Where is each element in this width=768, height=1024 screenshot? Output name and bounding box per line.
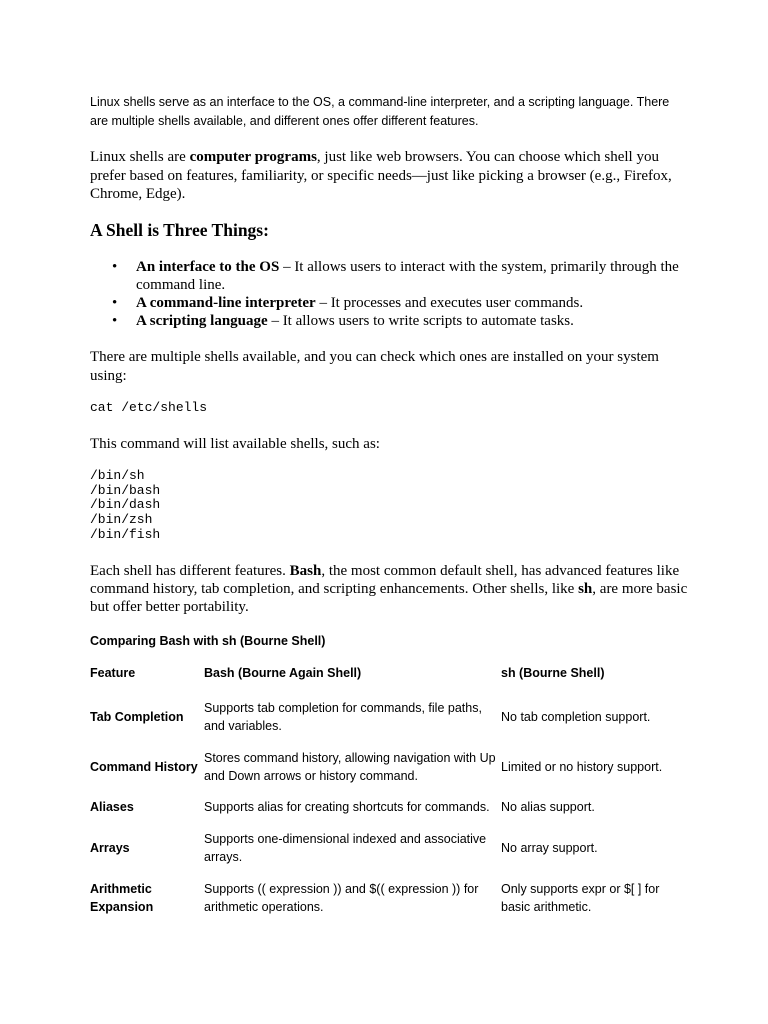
text-run: – It allows users to interact with the system, primarily through the command line. (136, 259, 679, 293)
table-cell-feature: Arrays (90, 840, 130, 855)
bold-term: A scripting language (136, 313, 268, 329)
text-run: , the most common default shell, has advanced features like command history, tab completion, and scripting enhancements. Other shells, like (90, 563, 680, 597)
list-item (90, 294, 690, 312)
table-title: Comparing Bash with sh (Bourne Shell) (90, 634, 326, 648)
column-header: sh (Bourne Shell) (501, 665, 605, 680)
paragraph-features (90, 562, 690, 616)
text-run: Linux shells are (90, 149, 190, 165)
code-line: /bin/sh (90, 468, 145, 483)
bold-term: computer programs (189, 149, 317, 165)
table-row (90, 692, 690, 742)
text-run: , just like web browsers. You can choose which shell you prefer based on features, familiarity, or specific needs—just like picking a browser (e.g., Firefox, Chrome, Edge). (90, 149, 672, 202)
table-cell: No alias support. (501, 800, 595, 815)
table-cell: Only supports expr or $[ ] for basic arithmetic. (501, 881, 660, 914)
table-cell-feature: Arithmetic Expansion (90, 881, 154, 914)
table-cell: Supports (( expression )) and $(( expression )) for arithmetic operations. (204, 881, 479, 914)
shell-things-list (90, 258, 690, 330)
section-heading: A Shell is Three Things: (90, 220, 269, 240)
table-cell: Supports one-dimensional indexed and associative arrays. (204, 831, 487, 864)
list-item (90, 312, 690, 330)
table-cell: Supports tab completion for commands, file paths, and variables. (204, 700, 482, 733)
code-line: /bin/zsh (90, 512, 153, 528)
table-row (90, 742, 690, 792)
text-run: – It processes and executes user commands. (315, 295, 584, 311)
column-header: Feature (90, 665, 136, 680)
bullet-icon: • (112, 295, 118, 311)
table-cell-feature: Aliases (90, 800, 134, 815)
code-line: /bin/bash (90, 482, 161, 498)
column-header: Bash (Bourne Again Shell) (204, 665, 362, 680)
code-command: cat /etc/shells (90, 400, 208, 415)
table-cell-feature: Tab Completion (90, 709, 184, 724)
table-cell: No tab completion support. (501, 709, 651, 724)
list-item (90, 258, 690, 294)
bold-term: sh (578, 581, 593, 597)
bold-term: A command-line interpreter (136, 295, 316, 311)
table-header-row (90, 654, 690, 692)
paragraph-list-shells: This command will list available shells, such as: (90, 436, 380, 452)
text-run: – It allows users to write scripts to automate tasks. (267, 313, 574, 329)
table-cell: Supports alias for creating shortcuts for commands. (204, 800, 490, 815)
bold-term: Bash (289, 563, 322, 579)
code-line: /bin/fish (90, 526, 161, 542)
comparison-table (90, 654, 690, 923)
table-row (90, 823, 690, 873)
table-cell: Stores command history, allowing navigation with Up and Down arrows or history command. (204, 750, 496, 783)
table-row (90, 792, 690, 823)
paragraph-check-shells: There are multiple shells available, and you can check which ones are installed on your system using: (90, 349, 659, 384)
table-cell-feature: Command History (90, 759, 198, 774)
table-row (90, 873, 690, 923)
text-run: Each shell has different features. (90, 563, 290, 579)
shells-list (90, 469, 160, 543)
paragraph-computer-programs (90, 148, 690, 204)
intro-paragraph: Linux shells serve as an interface to the OS, a command-line interpreter, and a scripting language. There are multiple shells available, and different ones offer different features. (90, 95, 670, 128)
code-line: /bin/dash (90, 497, 161, 513)
bullet-icon: • (112, 259, 118, 275)
bullet-icon: • (112, 313, 118, 329)
text-run: , are more basic but offer better portability. (90, 581, 688, 615)
table-cell: No array support. (501, 840, 598, 855)
bold-term: An interface to the OS (136, 259, 280, 275)
table-cell: Limited or no history support. (501, 759, 663, 774)
